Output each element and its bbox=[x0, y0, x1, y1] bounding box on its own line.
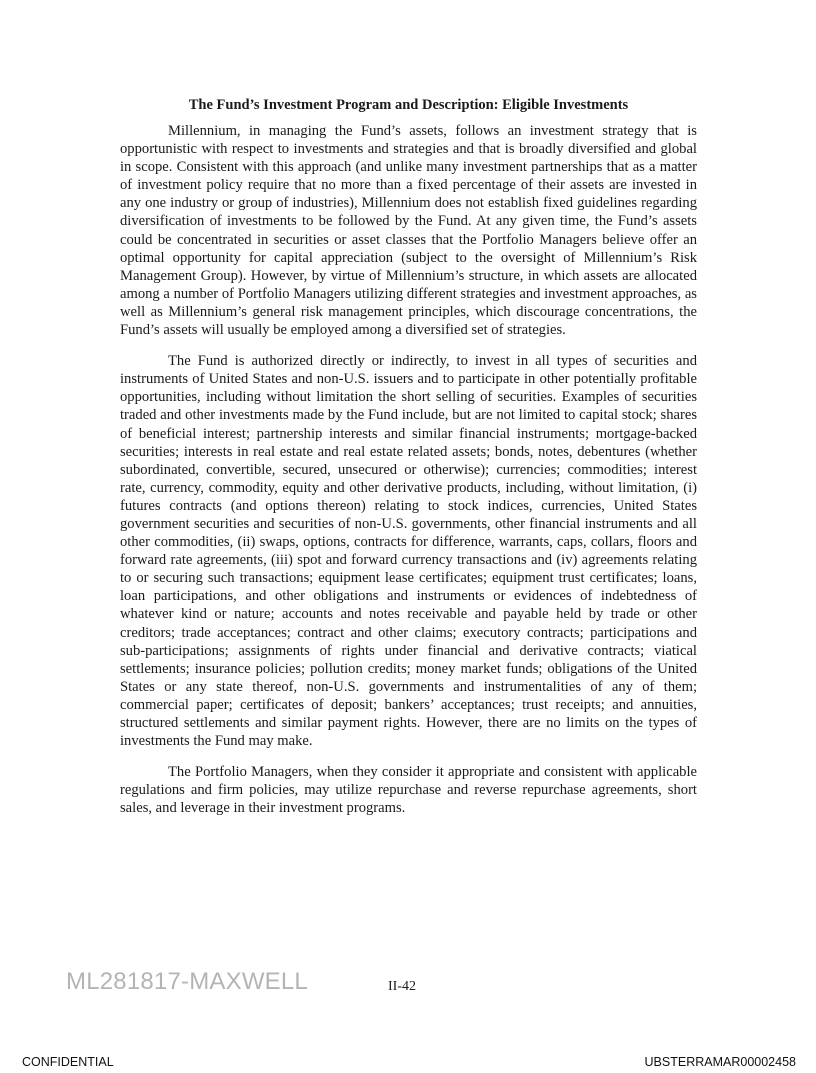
control-number: UBSTERRAMAR00002458 bbox=[644, 1055, 796, 1069]
paragraph-investment-strategy: Millennium, in managing the Fund’s assets, follows an investment strategy that is opportunistic with respect to investments and strategies and that is broadly diversified and global in scope. Consistent with this approach (and unlike many investment partnerships that as a matter of investment policy require that no more than a fixed percentage of their assets are invested in any one industry or group of industries), Millennium does not establish fixed guidelines regarding diversification of investments to be followed by the Fund. At any given time, the Fund’s assets could be concentrated in securities or asset classes that the Portfolio Managers believe offer an optimal opportunity for capital appreciation (subject to the oversight of Millennium’s Risk Management Group). However, by virtue of Millennium’s structure, in which assets are allocated among a number of Portfolio Managers utilizing different strategies and investment approaches, as well as Millennium’s general risk management principles, which discourage concentrations, the Fund’s assets will usually be employed among a diversified set of strategies. bbox=[120, 123, 697, 339]
paragraph-authorized-investments: The Fund is authorized directly or indirectly, to invest in all types of securities and instruments of United States and non-U.S. issuers and to participate in other potentially profitable opportunities, including without limitation the short selling of securities. Examples of securities traded and other investments made by the Fund include, but are not limited to capital stock; shares of beneficial interest; partnership interests and similar financial instruments; mortgage-backed securities; interests in real estate and real estate related assets; bonds, notes, debentures (whether subordinated, convertible, secured, unsecured or otherwise); currencies; commodities; interest rate, currency, commodity, equity and other derivative products, including, without limitation, (i) futures contracts (and options thereon) relating to stock indices, currencies, United States government securities and securities of non-U.S. governments, other financial instruments and all other commodities, (ii) swaps, options, contracts for difference, warrants, caps, collars, floors and forward rate agreements, (iii) spot and forward currency transactions and (iv) agreements relating to or securing such transactions; equipment lease certificates; equipment trust certificates; loans, loan participations, and other obligations and instruments or evidences of indebtedness of whatever kind or nature; accounts and notes receivable and payable held by trade or other creditors; trade acceptances; contract and other claims; executory contracts; participations and sub-participations; assignments of rights under financial and derivative contracts; viatical settlements; insurance policies; pollution credits; money market funds; obligations of the United States or any state thereof, non-U.S. governments and instrumentalities of any of them; commercial paper; certificates of deposit; bankers’ acceptances; trust receipts; and annuities, structured settlements and similar payment rights. However, there are no limits on the types of investments the Fund may make. bbox=[120, 353, 697, 750]
section-heading: The Fund’s Investment Program and Description: Eligible Investments bbox=[188, 97, 629, 113]
paragraph-portfolio-managers: The Portfolio Managers, when they consider it appropriate and consistent with applicable regulations and firm policies, may utilize repurchase and reverse repurchase agreements, short sales, and leverage in their investment programs. bbox=[120, 764, 697, 817]
page-number: II-42 bbox=[388, 979, 416, 994]
confidential-label: CONFIDENTIAL bbox=[22, 1055, 114, 1069]
body-text bbox=[120, 122, 697, 830]
bates-watermark: ML281817-MAXWELL bbox=[66, 968, 308, 995]
